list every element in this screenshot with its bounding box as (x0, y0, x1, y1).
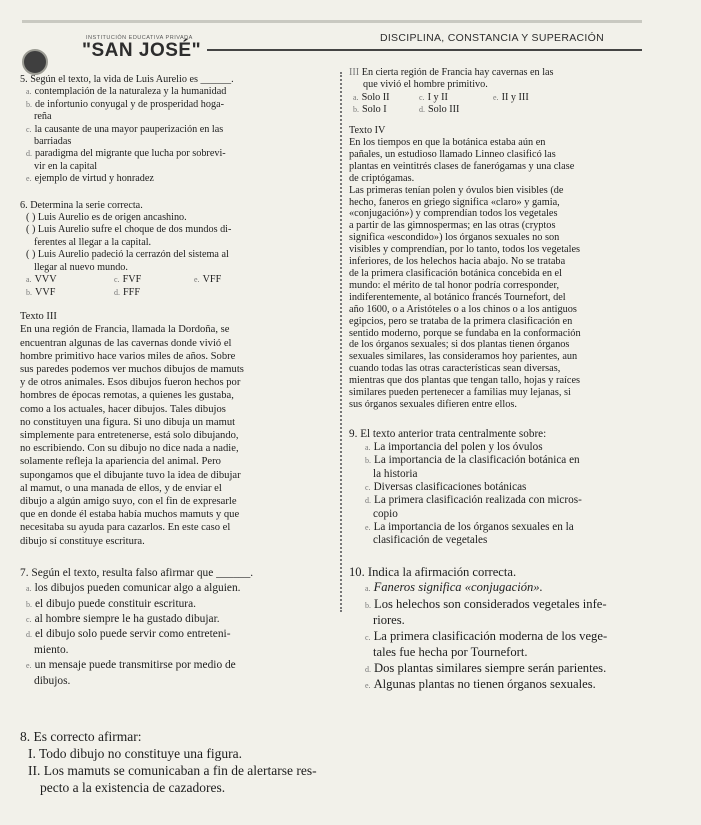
header-top-rule (22, 20, 642, 23)
texto-3-line: no constituyen una figura. Si uno dibuja un mamut (20, 416, 236, 428)
q8-stem: 8. Es correcto afirmar: (20, 729, 142, 744)
school-name: "SAN JOSÉ" (82, 40, 202, 61)
question-8 (20, 728, 340, 796)
question-iii-options (349, 67, 665, 117)
page-header (22, 20, 642, 72)
texto-4-line: de la primera clasificación botánica concebida en el (349, 268, 562, 279)
q6-statement-1: ( ) Luis Aurelio es de origen ancashino. (26, 212, 187, 224)
right-column (349, 67, 665, 694)
q7-option-d[interactable]: d. el dibujo solo puede servir como entreteni- miento. (26, 628, 231, 656)
q10-stem: 10. Indica la afirmación correcta. (349, 564, 517, 579)
texto-3-line: solamente refleja la apariencia del animal. Pero (20, 456, 221, 468)
q5-stem: 5. Según el texto, la vida de Luis Aurelio es ______. (20, 74, 234, 85)
q9-option-e[interactable]: e. La importancia de los órganos sexuales en la clasificación de vegetales (365, 520, 574, 547)
q7-option-a[interactable]: a. los dibujos pueden comunicar algo a alguien. (26, 582, 241, 595)
texto-4-line: pañales, un estudioso llamado Linneo clasificó las (349, 148, 556, 160)
texto-4-title: Texto IV (349, 124, 386, 136)
q6-option-b[interactable]: b. VVF (26, 286, 56, 298)
q6-option-e[interactable]: e. VFF (194, 274, 222, 286)
q10-option-e[interactable]: e. Algunas plantas no tienen órganos sexuales. (365, 677, 596, 692)
school-logo-icon (22, 49, 48, 75)
texto-4-line: año 1600, o a Aristóteles o a los chinos o a los antiguos (349, 303, 577, 315)
q-iii-option-e[interactable]: e. II y III (493, 91, 529, 103)
texto-4-line: En los tiempos en que la botánica estaba aún en (349, 137, 546, 149)
q6-options-row-1 (20, 274, 332, 286)
texto-4-line: plantas en veintitrés clases de fanerógamas y una clase (349, 160, 575, 172)
texto-3-line: que en donde él estaba había muchos mamuts y que (20, 509, 240, 521)
texto-3-line: al mamut, o una manada de ellos, y de enviar el (20, 482, 222, 494)
school-motto: DISCIPLINA, CONSTANCIA Y SUPERACIÓN (379, 32, 604, 44)
q6-option-d[interactable]: d. FFF (114, 286, 140, 298)
texto-4-line: hecho, faneros en griego significa «claro» y gamia, (349, 196, 560, 208)
texto-3-line: necesitaba su ayuda para cazarlos. En este caso el (20, 522, 231, 534)
texto-4-line: «conjugación») y comprendían todos los vegetales (349, 208, 558, 220)
q-iii-option-c[interactable]: c. I y II (419, 91, 448, 103)
texto-3-line: hombres de épocas remotas, a quienes les gustaba, (20, 390, 234, 402)
q6-statement-2: ( ) Luis Aurelio sufre el choque de dos mundos di- ferentes al llegar a la capital. (26, 224, 232, 248)
texto-4-line: significa «escondido») los órganos sexuales no son (349, 232, 560, 244)
texto-4 (349, 125, 665, 411)
texto-4-line: cuando todas las otras características sean diversas, (349, 363, 561, 375)
texto-4-line: mientras que dos plantas que tengan tallo, hojas y raíces (349, 375, 581, 387)
q-iii-option-d[interactable]: d. Solo III (419, 104, 460, 116)
texto-3 (20, 311, 332, 548)
question-6 (20, 200, 332, 299)
institution-label: INSTITUCIÓN EDUCATIVA PRIVADA (86, 35, 193, 41)
texto-3-title: Texto III (20, 310, 57, 322)
texto-3-line: no escribiendo. Con su dibujo no dice nada a nadie, (20, 443, 239, 455)
q10-option-d[interactable]: d. Dos plantas similares siempre serán parientes. (365, 660, 607, 675)
texto-4-line: de criptógamas. (349, 172, 415, 184)
q5-option-b[interactable]: b. de infortunio conyugal y de prosperidad hoga- reña (26, 98, 224, 123)
texto-4-line: mundo: el mérito de tal honor podría corresponder, (349, 279, 560, 291)
q9-option-c[interactable]: c. Diversas clasificaciones botánicas (365, 481, 527, 494)
q-iii-options-row-2 (349, 104, 665, 116)
texto-3-line: simplemente para entretenerse, está solo dibujando, (20, 429, 239, 441)
q5-option-a[interactable]: a. contemplación de la naturaleza y la humanidad (26, 86, 227, 98)
texto-3-line: En una región de Francia, llamada la Dordoña, se (20, 324, 230, 336)
q9-stem: 9. El texto anterior trata centralmente sobre: (349, 427, 547, 440)
q9-option-d[interactable]: d. La primera clasificación realizada con micros- copio (365, 494, 582, 520)
texto-4-line: sus órganos sexuales difieren entre ellos. (349, 398, 517, 410)
question-10 (349, 565, 665, 694)
texto-4-line: sentido moderno, porque se fundaba en la conformación (349, 327, 581, 339)
q5-option-d[interactable]: d. paradigma del migrante que lucha por sobrevi- vir en la capital (26, 148, 226, 172)
texto-3-body (20, 323, 332, 547)
q8-statement-i: I. Todo dibujo no constituye una figura. (28, 746, 243, 761)
texto-4-line: inferiores, de los helechos hacia abajo. No se trataba (349, 256, 566, 268)
q9-option-b[interactable]: b. La importancia de la clasificación botánica en la historia (365, 454, 580, 480)
texto-4-line: de los órganos sexuales; si dos plantas tienen órganos (349, 339, 570, 351)
q7-option-e[interactable]: e. un mensaje puede transmitirse por medio de dibujos. (26, 659, 236, 687)
texto-3-line: encuentran algunas de las cavernas donde vivió el (20, 337, 232, 349)
texto-4-line: sexuales similares, las consideramos hoy parientes, aun (349, 351, 578, 363)
texto-4-line: indiferentemente, al botánico francés Tournefort, del (349, 291, 566, 303)
q9-option-a[interactable]: a. La importancia del polen y los óvulos (365, 441, 543, 454)
q-iii-option-b[interactable]: b. Solo I (353, 104, 387, 116)
q10-option-a[interactable]: a. Faneros significa «conjugación». (365, 580, 543, 595)
q8-statement-ii: II. Los mamuts se comunicaban a fin de alertarse res- pecto a la existencia de cazadores. (28, 763, 317, 795)
q7-stem: 7. Según el texto, resulta falso afirmar que ______. (20, 566, 254, 579)
q-iii-option-a[interactable]: a. Solo II (353, 91, 390, 103)
texto-3-line: hombre primitivo hace varios miles de años. Sobre (20, 350, 236, 362)
texto-4-line: egipcios, pero se trataba de la primera clasificación en (349, 315, 573, 327)
q6-option-c[interactable]: c. FVF (114, 274, 142, 286)
texto-4-line: Las primeras tenían polen y óvulos bien visibles (de (349, 184, 564, 196)
texto-3-line: y de otros animales. Esos dibujos fueron hechos por (20, 377, 241, 389)
q6-options-row-2 (20, 287, 332, 299)
header-rule (207, 49, 642, 51)
q5-option-e[interactable]: e. ejemplo de virtud y honradez (26, 173, 154, 185)
texto-3-line: dibujo sí constituye escritura. (20, 535, 145, 547)
question-7 (20, 566, 332, 689)
q-iii-statement-line-1: III En cierta región de Francia hay cavernas en las (349, 67, 554, 78)
left-column (20, 74, 332, 689)
q6-stem: 6. Determina la serie correcta. (20, 199, 143, 211)
q6-statement-3: ( ) Luis Aurelio padeció la cerrazón del sistema al llegar al nuevo mundo. (26, 249, 229, 273)
question-9 (349, 428, 665, 548)
q-iii-statement-line-2: que vivió el hombre primitivo. (363, 79, 488, 91)
q6-option-a[interactable]: a. VVV (26, 274, 57, 286)
q7-option-b[interactable]: b. el dibujo puede constituir escritura. (26, 597, 197, 610)
texto-4-line: visibles y comprendían, por lo tanto, todos los vegetales (349, 244, 581, 256)
q10-option-b[interactable]: b. Los helechos son considerados vegetales infe- riores. (365, 596, 607, 628)
texto-3-line: dibujo a algún amigo suyo, con el fin de expresarle (20, 495, 237, 507)
texto-4-line: a partir de las gimnospermas; en las otras (cryptos (349, 220, 556, 232)
texto-3-line: como a los actuales, hacer dibujos. Tales dibujos (20, 403, 226, 415)
texto-4-line: similares pueden pertenecer a familias muy lejanas, si (349, 387, 571, 399)
q10-option-c[interactable]: c. La primera clasificación moderna de los vege- tales fue hecha por Tournefort. (365, 628, 608, 660)
q-iii-options-row-1 (349, 92, 665, 104)
column-divider (340, 72, 342, 612)
q7-option-c[interactable]: c. al hombre siempre le ha gustado dibujar. (26, 612, 220, 625)
texto-4-body (349, 137, 665, 411)
texto-3-line: supongamos que el dibujante tuvo la idea de dibujar (20, 469, 241, 481)
question-5 (20, 74, 332, 186)
q5-option-c[interactable]: c. la causante de una mayor pauperización en las barriadas (26, 123, 224, 148)
texto-3-line: sus paredes podemos ver muchos dibujos de mamuts (20, 363, 244, 375)
